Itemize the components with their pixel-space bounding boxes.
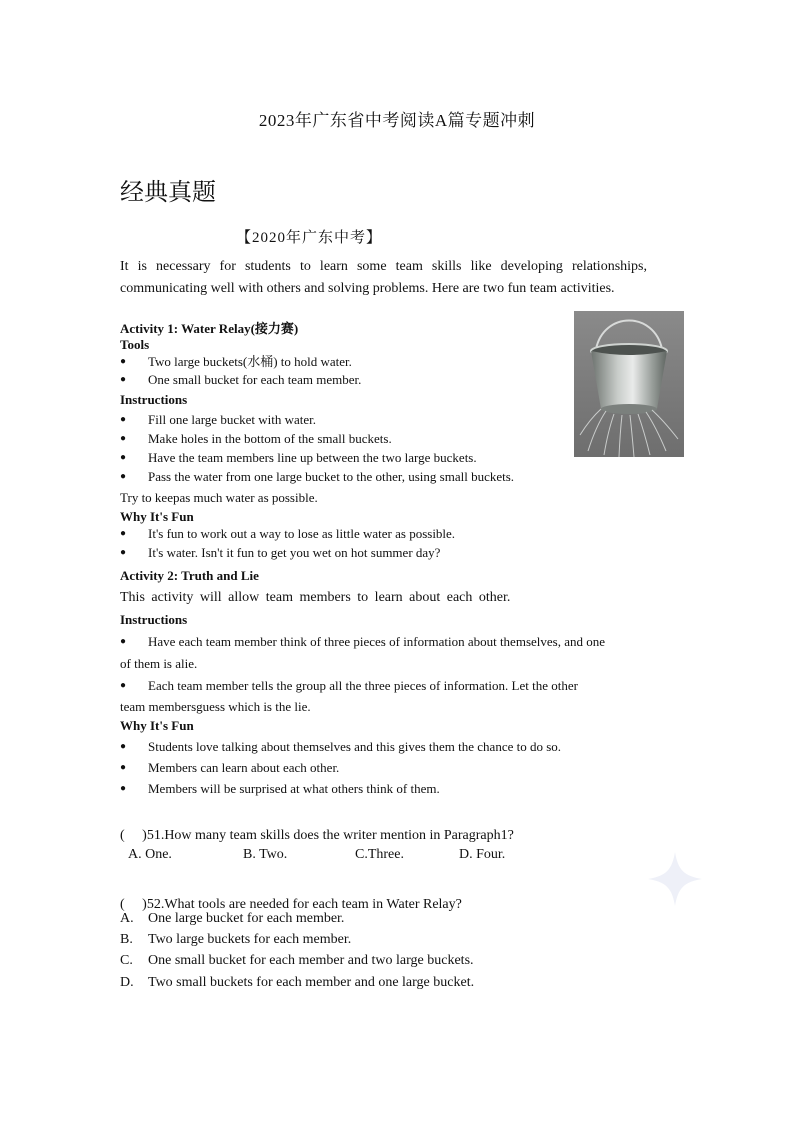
tools-heading: Tools	[120, 337, 150, 352]
q52-option-a: A. One large bucket for each member.	[120, 911, 345, 926]
q51-option-c: C.Three.	[355, 847, 404, 862]
tool-item: ● Two large buckets(水桶) to hold water.	[120, 353, 660, 371]
fun-heading: Why It's Fun	[120, 509, 194, 524]
instruction-continuation: team membersguess which is the lie.	[120, 699, 311, 714]
activity2-block	[120, 567, 660, 799]
tool-item: ● One small bucket for each team member.	[120, 371, 660, 389]
q51-option-d: D. Four.	[459, 847, 506, 862]
fun-item: ● Members can learn about each other.	[120, 757, 660, 779]
instruction-item: ● Have the team members line up between the two large buckets.	[120, 448, 660, 467]
activity1-note: Try to keepas much water as possible.	[120, 490, 318, 505]
section-heading: 经典真题	[120, 180, 216, 206]
q51-option-b: B. Two.	[243, 847, 288, 862]
instruction-item: ● Pass the water from one large bucket to the other, using small buckets.	[120, 467, 660, 486]
exam-label: 【2020年广东中考】	[236, 230, 383, 246]
question-51: ( )51.How many team skills does the writer mention in Paragraph1?	[120, 828, 514, 843]
instruction-item: ● Each team member tells the group all the three pieces of information. Let the other	[120, 673, 660, 699]
instruction-item: ● Fill one large bucket with water.	[120, 410, 660, 429]
q52-option-d: D. Two small buckets for each member and one large bucket.	[120, 975, 475, 990]
instructions-heading: Instructions	[120, 612, 188, 627]
sparkle-star-icon	[648, 852, 702, 911]
fun-item: ● It's water. Isn't it fun to get you wet on hot summer day?	[120, 543, 660, 562]
activity1-title: Activity 1: Water Relay(接力赛)	[120, 321, 299, 336]
q52-option-c: C. One small bucket for each member and two large buckets.	[120, 953, 474, 968]
instructions-heading: Instructions	[120, 392, 188, 407]
fun-item: ● It's fun to work out a way to lose as little water as possible.	[120, 524, 660, 543]
instruction-continuation: of them is alie.	[120, 656, 198, 671]
fun-heading: Why It's Fun	[120, 718, 194, 733]
activity2-title: Activity 2: Truth and Lie	[120, 568, 259, 583]
question-52: ( )52.What tools are needed for each team in Water Relay?	[120, 897, 462, 912]
leaking-bucket-photo	[574, 311, 684, 457]
activity2-desc: This activity will allow team members to learn about each other.	[120, 590, 511, 605]
q51-option-a: A. One.	[128, 847, 172, 862]
intro-paragraph: It is necessary for students to learn some team skills like developing relationships, communicating well with others and solving problems. Here are two fun team activities.	[120, 259, 647, 296]
fun-item: ● Students love talking about themselves and this gives them the chance to do so.	[120, 737, 660, 757]
instruction-item: ● Make holes in the bottom of the small buckets.	[120, 429, 660, 448]
q52-option-b: B. Two large buckets for each member.	[120, 932, 352, 947]
q51-options	[128, 847, 505, 863]
fun-item: ● Members will be surprised at what others think of them.	[120, 779, 660, 799]
page-title: 2023年广东省中考阅读A篇专题冲刺	[258, 111, 536, 130]
instruction-item: ● Have each team member think of three pieces of information about themselves, and one	[120, 629, 660, 655]
